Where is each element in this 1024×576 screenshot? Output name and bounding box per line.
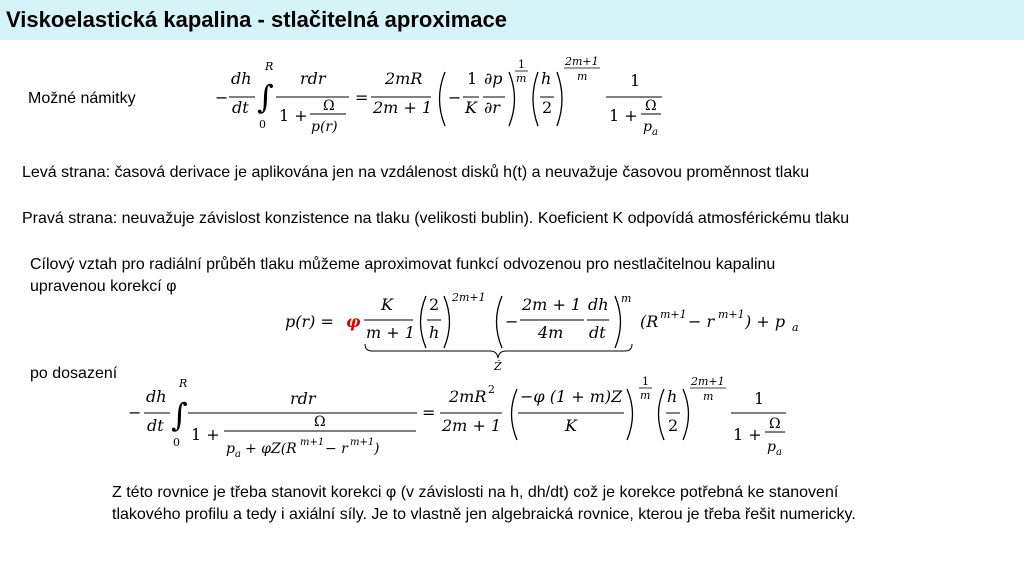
svg-text:− r: − r <box>325 441 348 457</box>
svg-text:1: 1 <box>518 58 525 71</box>
right-side-note: Pravá strana: neuvažuje závislost konzistence na tlaku (velikosti bublin). Koeficient K odpovídá atmosférickému tlaku <box>22 210 850 227</box>
label-dosazeni: po dosazení <box>30 365 118 382</box>
svg-text:K: K <box>565 416 577 435</box>
left-side-note: Levá strana: časová derivace je aplikována jen na vzdálenost disků h(t) a neuvažuje časovou proměnnost tlaku <box>22 164 810 181</box>
svg-text:m + 1: m + 1 <box>366 323 415 342</box>
svg-text:2m + 1: 2m + 1 <box>442 416 502 435</box>
svg-text:0: 0 <box>259 118 266 131</box>
conclusion-line-1: Z této rovnice je třeba stanovit korekci φ (v závislosti na h, dh/dt) což je korekce potřebná ke stanovení <box>112 484 839 501</box>
svg-text:−: − <box>215 88 229 107</box>
svg-text:−φ (1 + m)Z: −φ (1 + m)Z <box>520 387 623 406</box>
svg-text:m+1: m+1 <box>718 308 745 321</box>
svg-text:Ω: Ω <box>769 416 781 432</box>
svg-text:p: p <box>767 439 776 455</box>
svg-text:Ż: Ż <box>494 360 502 373</box>
svg-text:p(r) =: p(r) = <box>285 312 334 331</box>
svg-text:=: = <box>355 88 369 107</box>
svg-text:+ φZ(R: + φZ(R <box>245 441 297 457</box>
svg-text:dt: dt <box>232 98 249 117</box>
svg-text:rdr: rdr <box>300 69 326 88</box>
svg-text:R: R <box>179 377 188 390</box>
svg-text:h: h <box>667 387 678 406</box>
slide-title: Viskoelastická kapalina - stlačitelná aproximace <box>6 7 507 32</box>
svg-text:2: 2 <box>488 383 495 396</box>
svg-text:2mR: 2mR <box>449 387 487 406</box>
svg-text:1 +: 1 + <box>609 106 638 125</box>
equation-3 <box>128 375 786 460</box>
svg-text:dh: dh <box>231 69 252 88</box>
svg-text:Ω: Ω <box>323 98 335 114</box>
svg-text:1: 1 <box>467 69 478 88</box>
svg-text:2m + 1: 2m + 1 <box>373 98 433 117</box>
svg-text:1: 1 <box>754 389 765 408</box>
svg-text:1: 1 <box>630 71 641 90</box>
svg-text:(R: (R <box>640 312 659 331</box>
svg-text:p(r): p(r) <box>311 119 338 135</box>
conclusion-line-2: tlakového profilu a tedy i axiální síly. Je to vlastně jen algebraická rovnice, kterou je třeba řešit numericky. <box>112 506 856 523</box>
svg-text:1 +: 1 + <box>191 425 220 444</box>
svg-text:m: m <box>703 390 714 403</box>
svg-text:m: m <box>621 292 632 305</box>
svg-text:dh: dh <box>588 295 609 314</box>
svg-text:K: K <box>465 98 477 117</box>
svg-text:0: 0 <box>173 436 180 449</box>
svg-text:Ω: Ω <box>645 98 657 114</box>
svg-text:a: a <box>235 449 241 460</box>
svg-text:h: h <box>429 323 440 342</box>
svg-text:) + p: ) + p <box>745 312 786 331</box>
svg-text:R: R <box>265 60 274 73</box>
svg-text:1: 1 <box>642 375 649 388</box>
svg-text:m: m <box>640 389 651 402</box>
svg-text:dt: dt <box>589 323 606 342</box>
svg-text:2m + 1: 2m + 1 <box>522 295 582 314</box>
svg-text:2: 2 <box>542 98 553 117</box>
svg-text:a: a <box>776 447 782 458</box>
svg-text:2m+1: 2m+1 <box>565 55 599 68</box>
svg-text:m+1: m+1 <box>350 437 375 448</box>
svg-text:Ω: Ω <box>314 414 326 430</box>
svg-text:φ: φ <box>346 312 361 331</box>
svg-text:a: a <box>792 321 799 334</box>
target-line-1: Cílový vztah pro radiální průběh tlaku můžeme aproximovat funkcí odvozenou pro nestlačitelnou kapalinu <box>30 256 776 273</box>
svg-text:−: − <box>505 312 519 331</box>
svg-text:2m+1: 2m+1 <box>452 291 486 304</box>
svg-text:−: − <box>128 403 142 422</box>
svg-text:h: h <box>541 69 552 88</box>
svg-text:K: K <box>381 295 393 314</box>
equation-1 <box>215 55 662 138</box>
svg-text:2m+1: 2m+1 <box>691 375 725 388</box>
label-namitky: Možné námitky <box>28 90 136 107</box>
target-line-2: upravenou korekcí φ <box>30 278 177 295</box>
svg-text:m: m <box>516 72 527 85</box>
svg-text:): ) <box>374 441 380 457</box>
svg-text:=: = <box>422 403 436 422</box>
equation-2 <box>285 291 799 373</box>
svg-text:1 +: 1 + <box>279 106 308 125</box>
svg-text:1 +: 1 + <box>733 425 762 444</box>
svg-text:2mR: 2mR <box>385 69 423 88</box>
svg-text:∫: ∫ <box>171 396 188 434</box>
svg-text:m+1: m+1 <box>660 308 687 321</box>
svg-text:∂p: ∂p <box>484 69 503 88</box>
svg-text:dt: dt <box>147 416 164 435</box>
svg-text:∂r: ∂r <box>484 98 500 117</box>
svg-text:2: 2 <box>668 416 679 435</box>
svg-text:rdr: rdr <box>290 389 316 408</box>
svg-text:2: 2 <box>429 295 440 314</box>
svg-text:p: p <box>643 119 652 135</box>
svg-text:−: − <box>448 88 462 107</box>
svg-text:4m: 4m <box>538 323 564 342</box>
svg-text:a: a <box>652 127 658 138</box>
svg-text:dh: dh <box>146 387 167 406</box>
svg-text:− r: − r <box>688 312 715 331</box>
svg-text:p: p <box>226 441 235 457</box>
svg-text:∫: ∫ <box>257 78 274 116</box>
svg-text:m: m <box>577 70 588 83</box>
svg-text:m+1: m+1 <box>300 437 325 448</box>
